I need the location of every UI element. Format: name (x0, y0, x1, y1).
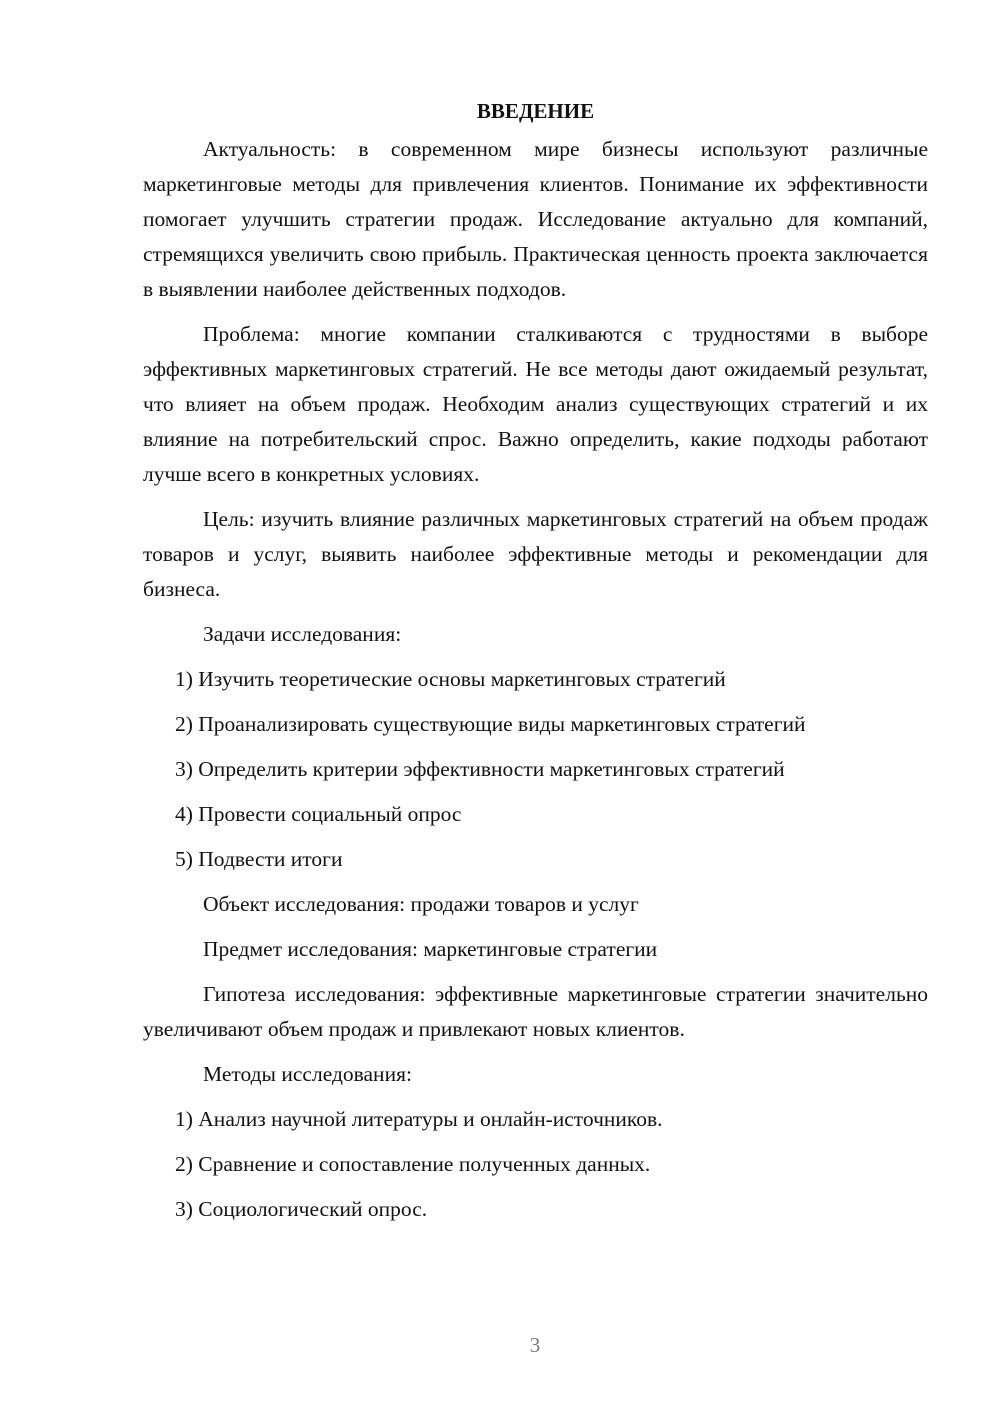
subject-paragraph: Предмет исследования: маркетинговые стратегии (203, 937, 658, 961)
hypothesis-paragraph: Гипотеза исследования: эффективные маркетинговые стратегии значительно увеличивают объем продаж и привлекают новых клиентов. (143, 982, 928, 1041)
list-item: 2) Проанализировать существующие виды маркетинговых стратегий (175, 712, 806, 736)
tasks-list (143, 662, 928, 877)
page-number: 3 (529, 1333, 541, 1357)
page-title: ВВЕДЕНИЕ (476, 99, 595, 123)
document-body (143, 93, 928, 1237)
relevance-paragraph: Актуальность: в современном мире бизнесы используют различные маркетинговые методы для привлечения клиентов. Понимание их эффективности помогает улучшить стратегии продаж. Исследование актуально для компаний, стремящихся увеличить свою прибыль. Практическая ценность проекта заключается в выявлении наиболее действенных подходов. (143, 137, 928, 301)
list-item: 2) Сравнение и сопоставление полученных данных. (175, 1152, 651, 1176)
methods-list (143, 1102, 928, 1227)
list-item: 5) Подвести итоги (175, 847, 343, 871)
list-item: 4) Провести социальный опрос (175, 802, 462, 826)
list-item: 1) Анализ научной литературы и онлайн-источников. (175, 1107, 663, 1131)
methods-heading: Методы исследования: (203, 1062, 412, 1086)
list-item: 3) Определить критерии эффективности маркетинговых стратегий (175, 757, 785, 781)
list-item: 3) Социологический опрос. (175, 1197, 428, 1221)
problem-paragraph: Проблема: многие компании сталкиваются с трудностями в выборе эффективных маркетинговых стратегий. Не все методы дают ожидаемый результат, что влияет на объем продаж. Необходим анализ существующих стратегий и их влияние на потребительский спрос. Важно определить, какие подходы работают лучше всего в конкретных условиях. (143, 322, 928, 486)
tasks-heading: Задачи исследования: (203, 622, 402, 646)
goal-paragraph: Цель: изучить влияние различных маркетинговых стратегий на объем продаж товаров и услуг, выявить наиболее эффективные методы и рекомендации для бизнеса. (143, 507, 928, 601)
object-paragraph: Объект исследования: продажи товаров и услуг (203, 892, 639, 916)
list-item: 1) Изучить теоретические основы маркетинговых стратегий (175, 667, 726, 691)
